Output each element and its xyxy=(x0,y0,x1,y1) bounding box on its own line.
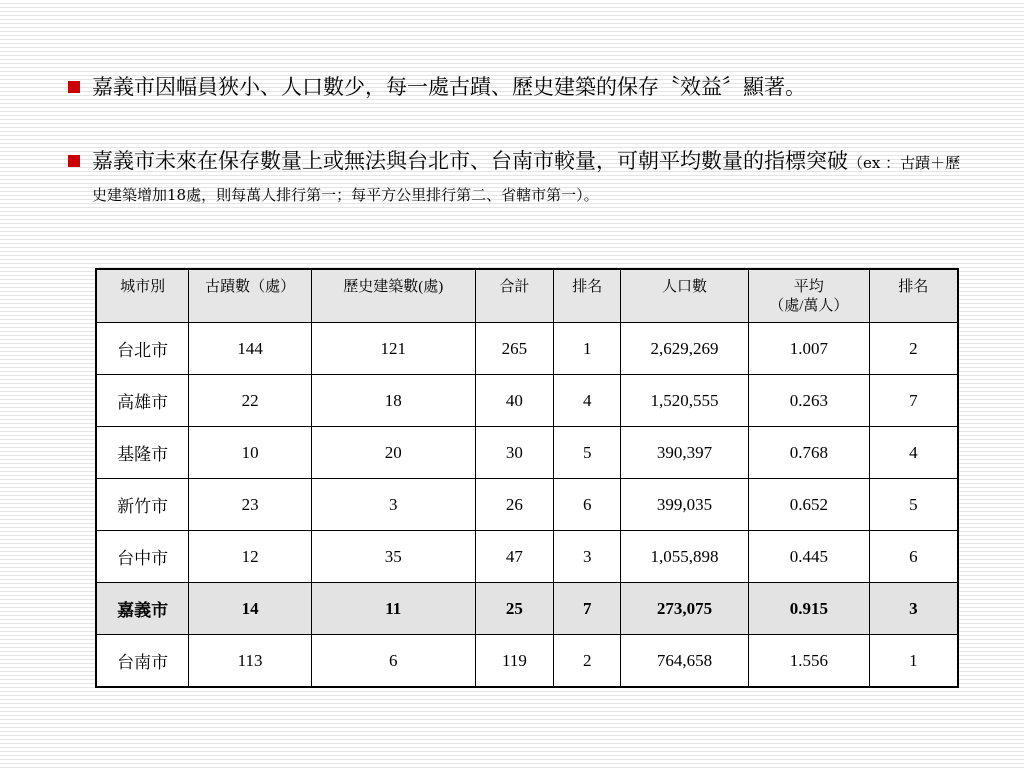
table-cell: 11 xyxy=(311,583,475,635)
bullet-main-text: 嘉義市未來在保存數量上或無法與台北市、台南市較量，可朝平均數量的指標突破 xyxy=(92,149,848,173)
square-bullet-icon xyxy=(68,155,80,167)
table-cell: 0.768 xyxy=(748,427,869,479)
table-cell: 30 xyxy=(475,427,554,479)
table-cell: 4 xyxy=(554,375,621,427)
bullet-text xyxy=(92,146,968,210)
city-comparison-table xyxy=(95,268,959,688)
table-cell: 新竹市 xyxy=(96,479,189,531)
table-cell: 3 xyxy=(869,583,958,635)
table-cell: 1 xyxy=(869,635,958,688)
table-cell: 0.445 xyxy=(748,531,869,583)
table-cell: 6 xyxy=(311,635,475,688)
table-cell: 0.263 xyxy=(748,375,869,427)
table-cell: 6 xyxy=(869,531,958,583)
table-cell: 20 xyxy=(311,427,475,479)
column-header: 人口數 xyxy=(621,269,749,323)
table-cell: 基隆市 xyxy=(96,427,189,479)
table-cell: 390,397 xyxy=(621,427,749,479)
table-cell: 3 xyxy=(311,479,475,531)
table-cell: 764,658 xyxy=(621,635,749,688)
table-cell: 嘉義市 xyxy=(96,583,189,635)
table-cell: 高雄市 xyxy=(96,375,189,427)
bullet-note: （ex ：古蹟＋歷史建築增加18處，則每萬人排行第一；每平方公里排行第二、省轄市第一）。 xyxy=(92,154,961,204)
table-row xyxy=(96,427,958,479)
table-cell: 5 xyxy=(869,479,958,531)
bullet-text: 嘉義市因幅員狹小、人口數少，每一處古蹟、歷史建築的保存〝效益〞顯著。 xyxy=(92,75,806,99)
table-cell: 台南市 xyxy=(96,635,189,688)
table-cell: 0.652 xyxy=(748,479,869,531)
table-cell: 3 xyxy=(554,531,621,583)
table-cell: 7 xyxy=(554,583,621,635)
table-cell: 121 xyxy=(311,323,475,375)
column-header: 排名 xyxy=(869,269,958,323)
bullet-item xyxy=(68,72,968,102)
column-header: 合計 xyxy=(475,269,554,323)
column-header: 城市別 xyxy=(96,269,189,323)
table-row xyxy=(96,323,958,375)
table-header-row xyxy=(96,269,958,323)
table-cell: 144 xyxy=(189,323,312,375)
table-cell: 25 xyxy=(475,583,554,635)
table-cell: 18 xyxy=(311,375,475,427)
table-cell: 0.915 xyxy=(748,583,869,635)
table-cell: 台中市 xyxy=(96,531,189,583)
table-cell: 40 xyxy=(475,375,554,427)
table-body xyxy=(96,323,958,688)
table-cell: 7 xyxy=(869,375,958,427)
table-cell: 14 xyxy=(189,583,312,635)
table-cell: 265 xyxy=(475,323,554,375)
column-header: 平均 （處/萬人） xyxy=(748,269,869,323)
table-cell: 23 xyxy=(189,479,312,531)
table-cell: 5 xyxy=(554,427,621,479)
table-cell: 台北市 xyxy=(96,323,189,375)
table-row xyxy=(96,531,958,583)
table-row xyxy=(96,375,958,427)
table-row xyxy=(96,479,958,531)
table-cell: 273,075 xyxy=(621,583,749,635)
table-cell: 1.556 xyxy=(748,635,869,688)
table-cell: 22 xyxy=(189,375,312,427)
table-cell: 1.007 xyxy=(748,323,869,375)
table-cell: 47 xyxy=(475,531,554,583)
table-cell: 2 xyxy=(869,323,958,375)
column-header: 排名 xyxy=(554,269,621,323)
table-cell: 119 xyxy=(475,635,554,688)
table-cell: 1,055,898 xyxy=(621,531,749,583)
table-cell: 4 xyxy=(869,427,958,479)
table-cell: 113 xyxy=(189,635,312,688)
table-cell: 2,629,269 xyxy=(621,323,749,375)
table-header xyxy=(96,269,958,323)
column-header: 古蹟數（處） xyxy=(189,269,312,323)
table-cell: 399,035 xyxy=(621,479,749,531)
table-cell: 1 xyxy=(554,323,621,375)
square-bullet-icon xyxy=(68,81,80,93)
table-cell: 2 xyxy=(554,635,621,688)
column-header: 歷史建築數(處) xyxy=(311,269,475,323)
table-row xyxy=(96,635,958,688)
bullet-item xyxy=(68,146,968,210)
table-cell: 26 xyxy=(475,479,554,531)
table-cell: 35 xyxy=(311,531,475,583)
table-cell: 10 xyxy=(189,427,312,479)
table-row xyxy=(96,583,958,635)
table-cell: 6 xyxy=(554,479,621,531)
table-cell: 12 xyxy=(189,531,312,583)
table-cell: 1,520,555 xyxy=(621,375,749,427)
